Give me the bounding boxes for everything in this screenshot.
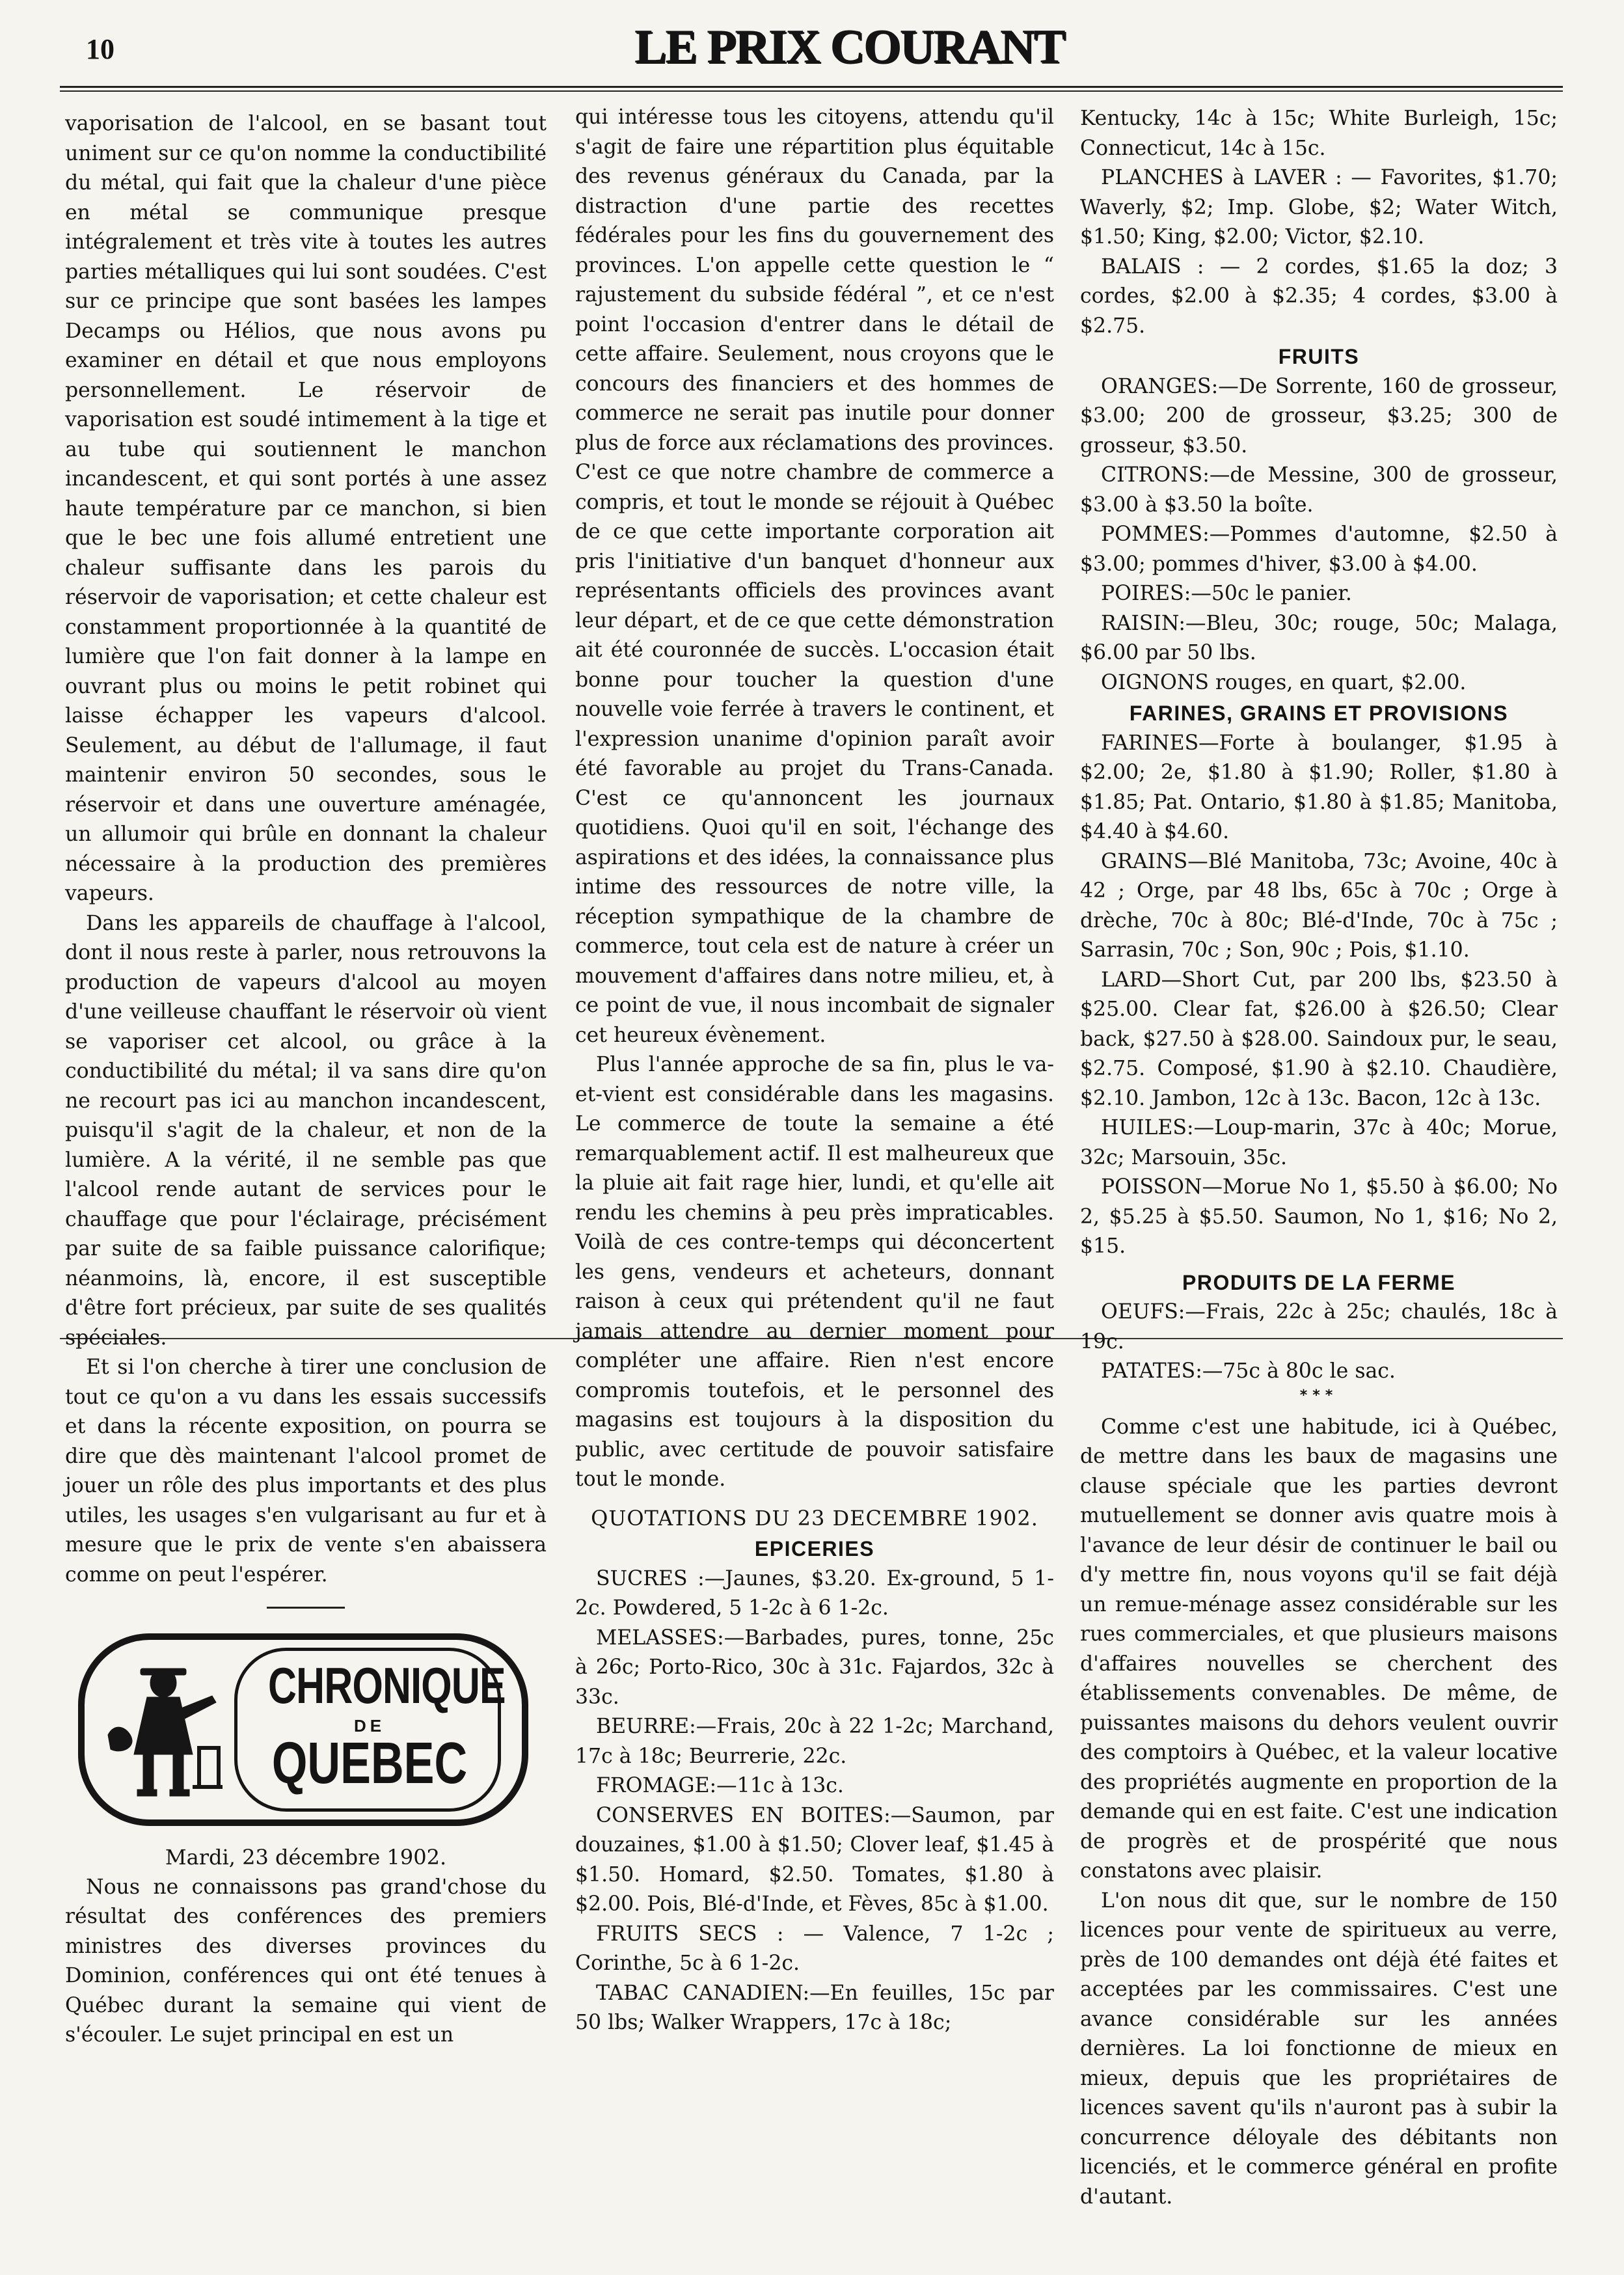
page-header <box>0 0 1624 98</box>
price-entry: GRAINS—Blé Manitoba, 73c; Avoine, 40c à 42 ; Orge, par 48 lbs, 65c à 70c ; Orge à drèche, 70c à 80c; Blé-d'Inde, 70c à 75c ; Sarrasin, 70c ; Son, 90c ; Pois, $1.10. <box>1080 849 1558 962</box>
price-entry: CONSERVES EN BOITES:—Saumon, par douzaines, $1.00 à $1.50; Clover leaf, $1.45 à $1.50. Homard, $2.50. Tomates, $1.80 à $2.00. Pois, Blé-d'Inde, et Fèves, 85c à $1.00. <box>575 1803 1054 1916</box>
masthead-title: LE PRIX COURANT <box>634 20 1064 74</box>
banner-subtitle: DE <box>353 1716 386 1736</box>
town-crier-illustration-icon <box>102 1657 225 1806</box>
chronique-banner <box>65 1624 547 1838</box>
header-rule-thin <box>60 90 1563 92</box>
section-heading-farines: FARINES, GRAINS ET PROVISIONS <box>1129 702 1509 725</box>
header-rule <box>60 86 1563 88</box>
epiceries-list <box>575 1564 1054 2038</box>
paragraph: vaporisation de l'alcool, en se basant tout uniment sur ce qu'on nomme la conductibilité du métal, qui fait que la chaleur d'une pièce en métal se communique presque intégralement et très vite à toutes les autres parties métalliques qui lui sont soudées. C'est sur ce principe que sont basées les lampes Decamps ou Hélios, que nous avons pu examiner en détail et que nous employons personnellement. Le réservoir de vaporisation est soudé intimement à la tige et au tube qui soutiennent le manchon incandescent, et qui sont portés à une assez haute température par ce manchon, si bien que le bec une fois allumé entretient une chaleur suffisante dans les parois du réservoir de vaporisation; et cette chaleur est constamment proportionnée à la quantité de lumière que l'on fait donner à la lampe en ouvrant plus ou moins le petit robinet qui laisse échapper les vapeurs d'alcool. Seulement, au début de l'allumage, il faut maintenir environ 50 secondes, sous le réservoir et dans une ouverture aménagée, un allumoir qui brûle en donnant la chaleur nécessaire à la production des premières vapeurs. <box>65 112 547 905</box>
price-entry: OIGNONS rouges, en quart, $2.00. <box>1101 670 1467 694</box>
column-3 <box>1080 104 1558 2212</box>
paragraph: Nous ne connaissons pas grand'chose du résultat des conférences des premiers ministres des diverses provinces du Dominion, conférences qui ont été tenues à Québec durant la semaine qui vient de s'écouler. Le sujet principal en est un <box>65 1875 547 2047</box>
section-heading-ferme: PRODUITS DE LA FERME <box>1182 1270 1455 1294</box>
price-entry: OEUFS:—Frais, 22c à 25c; chaulés, 18c à 19c. <box>1080 1300 1558 1354</box>
price-entry: MELASSES:—Barbades, pures, tonne, 25c à 26c; Porto-Rico, 30c à 31c. Fajardos, 32c à 33c. <box>575 1626 1054 1709</box>
section-heading-fruits: FRUITS <box>1278 345 1360 368</box>
quotations-title: QUOTATIONS DU 23 DECEMBRE 1902. <box>591 1505 1038 1531</box>
banner-city: QUEBEC <box>271 1731 468 1796</box>
price-entry: POISSON—Morue No 1, $5.50 à $6.00; No 2, $5.25 à $5.50. Saumon, No 1, $16; No 2, $15. <box>1080 1175 1558 1258</box>
paragraph: Et si l'on cherche à tirer une conclusion de tout ce qu'on a vu dans les essais successifs et dans la récente exposition, on pourra se dire que dès maintenant l'alcool promet de jouer un rôle des plus importants et des plus utiles, les usages s'en vulgarisant au fur et à mesure que le prix de vente s'en abaissera comme on peut l'espérer. <box>65 1355 547 1587</box>
continued-prices <box>1080 104 1558 341</box>
chronique-date: Mardi, 23 décembre 1902. <box>165 1845 447 1870</box>
paragraph: Dans les appareils de chauffage à l'alcool, dont il nous reste à parler, nous retrouvons la production de vapeurs d'alcool au moyen d'une veilleuse chauffant le réservoir où vient se vaporiser cet alcool, ou grâce à la conductibilité du métal; il va sans dire qu'on ne recourt pas ici au manchon incandescent, puisqu'il s'agit de la chaleur, et non de la lumière. A la vérité, il ne semble pas que l'alcool rende autant de services pour le chauffage que pour l'éclairage, précisément par suite de sa faible puissance calorifique; néanmoins, là, encore, il est susceptible d'être fort précieux, par suite de ses qualités spéciales. <box>65 911 547 1350</box>
price-entry: BEURRE:—Frais, 20c à 22 1-2c; Marchand, 17c à 18c; Beurrerie, 22c. <box>575 1715 1054 1768</box>
fruits-list <box>1080 372 1558 698</box>
price-entry: ORANGES:—De Sorrente, 160 de grosseur, $3.00; 200 de grosseur, $3.25; 300 de grosseur, $3.50. <box>1080 374 1558 457</box>
ferme-list <box>1080 1298 1558 1387</box>
page-number: 10 <box>86 33 115 65</box>
price-entry: POIRES:—50c le panier. <box>1101 582 1352 605</box>
price-entry: LARD—Short Cut, par 200 lbs, $23.50 à $25.00. Clear fat, $26.00 à $26.50; Clear back, $27.50 à $28.00. Saindoux pur, le seau, $2.75. Composé, $1.90 à $2.10. Chaudière, $2.10. Jambon, 12c à 13c. Bacon, 12c à 13c. <box>1080 968 1558 1110</box>
price-entry: POMMES:—Pommes d'automne, $2.50 à $3.00; pommes d'hiver, $3.00 à $4.00. <box>1080 523 1558 576</box>
price-entry: FARINES—Forte à boulanger, $1.95 à $2.00; 2e, $1.80 à $1.90; Roller, $1.80 à $1.85; Pat. Ontario, $1.80 à $1.85; Manitoba, $4.40 à $4.60. <box>1080 731 1558 843</box>
price-entry: Kentucky, 14c à 15c; White Burleigh, 15c; Connecticut, 14c à 15c. <box>1080 107 1558 160</box>
price-entry: FRUITS SECS : — Valence, 7 1-2c ; Corinthe, 5c à 6 1-2c. <box>575 1922 1054 1975</box>
section-heading-epiceries: EPICERIES <box>754 1537 875 1560</box>
column-1 <box>65 109 547 2050</box>
price-entry: PATATES:—75c à 80c le sac. <box>1101 1359 1396 1383</box>
price-entry: BALAIS : — 2 cordes, $1.65 la doz; 3 cordes, $2.00 à $2.35; 4 cordes, $3.00 à $2.75. <box>1080 254 1558 338</box>
price-entry: TABAC CANADIEN:—En feuilles, 15c par 50 lbs; Walker Wrappers, 17c à 18c; <box>575 1981 1054 2034</box>
paragraph: Plus l'année approche de sa fin, plus le va-et-vient est considérable dans les magasins. Le commerce de toute la semaine a été remarquablement actif. Il est malheureux que la pluie ait fait rage hier, lundi, et qu'elle ait rendu les chemins à peu près impraticables. Voilà de ces contre-temps qui déconcertent les gens, vendeurs et acheteurs, donnant raison à ceux qui prétendent qu'il ne faut jamais attendre au dernier moment pour compléter une affaire. Rien n'est encore compromis toutefois, et le personnel des magasins est toujours à la disposition du public, avec certitude de pouvoir satisfaire tout le monde. <box>575 1053 1054 1491</box>
section-separator-stars: *** <box>1299 1387 1338 1404</box>
price-entry: RAISIN:—Bleu, 30c; rouge, 50c; Malaga, $6.00 par 50 lbs. <box>1080 611 1558 664</box>
farines-list <box>1080 729 1558 1262</box>
price-entry: SUCRES :—Jaunes, $3.20. Ex-ground, 5 1-2c. Powdered, 5 1-2c à 6 1-2c. <box>575 1566 1054 1620</box>
price-entry: FROMAGE:—11c à 13c. <box>596 1774 844 1797</box>
banner-title: CHRONIQUE <box>268 1657 506 1714</box>
paragraph: qui intéresse tous les citoyens, attendu qu'il s'agit de faire une répartition plus équitable des revenus généraux du Canada, par la distraction d'une partie des recettes fédérales pour les fins du gouvernement des provinces. L'on appelle cette question le “ rajustement du subside fédéral ”, et ce n'est point l'occasion d'entrer dans le détail de cette affaire. Seulement, nous croyons que le concours des financiers et des hommes de commerce ne serait pas inutile pour donner plus de force aux réclamations des provinces. C'est ce que notre chambre de commerce a compris, et tout le monde se réjouit à Québec de ce que cette importante corporation ait pris l'initiative d'un banquet d'honneur aux représentants officiels des provinces avant leur départ, et de ce que cette démonstration ait été couronnée de succès. L'occasion était bonne pour toucher la question d'une nouvelle voie ferrée à travers le continent, et l'expression unanime d'opinion paraît avoir été favorable au projet du Trans-Canada. C'est ce qu'annoncent les journaux quotidiens. Quoi qu'il en soit, l'échange des aspirations et des idées, la connaissance plus intime des ressources de notre ville, la réception sympathique de la chambre de commerce, tout cela est de nature à créer un mouvement d'affaires dans notre milieu, et, à ce point de vue, il nous incombait de signaler cet heureux évènement. <box>575 105 1054 1047</box>
paragraph: Comme c'est une habitude, ici à Québec, de mettre dans les baux de magasins une clause spéciale que les parties devront mutuellement se donner avis quatre mois à l'avance de leur désir de continuer le bail ou d'y mettre fin, nous voyons qu'il se fait déjà un remue-ménage assez considérable sur les rues commerciales, et que plusieurs maisons d'affaires nouvelles se cherchent des établissements convenables. De même, de puissantes maisons du dehors veulent ouvrir des comptoirs à Québec, et la valeur locative des propriétés augmente en proportion de la demande qui en est faite. C'est une indication de progrès et de prospérité que nous constatons avec plaisir. <box>1080 1415 1558 1883</box>
price-entry: HUILES:—Loup-marin, 37c à 40c; Morue, 32c; Marsouin, 35c. <box>1080 1116 1558 1169</box>
section-rule <box>267 1607 345 1609</box>
price-entry: PLANCHES à LAVER : — Favorites, $1.70; Waverly, $2; Imp. Globe, $2; Water Witch, $1.50; King, $2.00; Victor, $2.10. <box>1080 166 1558 249</box>
price-entry: CITRONS:—de Messine, 300 de grosseur, $3.00 à $3.50 la boîte. <box>1080 463 1558 517</box>
column-2 <box>575 103 1054 2038</box>
paragraph: L'on nous dit que, sur le nombre de 150 licences pour vente de spiritueux au verre, près de 100 demandes ont déjà été faites et acceptées par les commissaires. C'est une avance considérable sur les années dernières. La loi fonctionne de mieux en mieux, depuis que les propriétaires de licences savent qu'ils n'auront pas à subir la concurrence déloyale des débitants non licenciés, et le commerce général en profite d'autant. <box>1080 1888 1558 2209</box>
